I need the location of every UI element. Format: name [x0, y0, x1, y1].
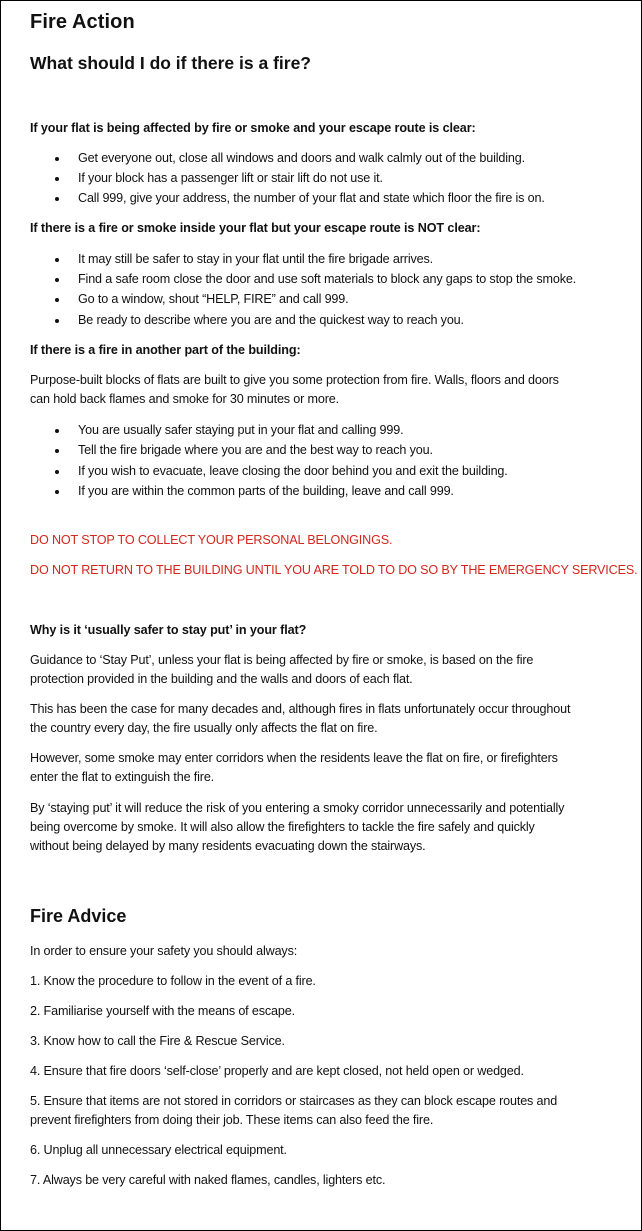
fire-advice-heading: Fire Advice: [30, 906, 127, 926]
advice-item-continued: prevent firefighters from doing their job. These items can also feed the fire.: [30, 1113, 434, 1127]
advice-item: 1. Know the procedure to follow in the event of a fire.: [30, 974, 316, 988]
bullet-item: Tell the fire brigade where you are and the best way to reach you.: [78, 443, 433, 457]
bullet-item: Be ready to describe where you are and the quickest way to reach you.: [78, 313, 464, 327]
paragraph-line: the country every day, the fire usually only affects the flat on fire.: [30, 721, 378, 735]
warning-text: DO NOT STOP TO COLLECT YOUR PERSONAL BELONGINGS.: [30, 533, 393, 547]
advice-item: 7. Always be very careful with naked flames, candles, lighters etc.: [30, 1173, 386, 1187]
bullet-item: You are usually safer staying put in your flat and calling 999.: [78, 423, 404, 437]
section-heading-other-part: If there is a fire in another part of the building:: [30, 343, 301, 357]
section-heading-why-stay-put: Why is it ‘usually safer to stay put’ in your flat?: [30, 623, 307, 637]
advice-item: 4. Ensure that fire doors ‘self-close’ properly and are kept closed, not held open or wedged.: [30, 1064, 524, 1078]
paragraph-line: enter the flat to extinguish the fire.: [30, 770, 215, 784]
advice-item: 6. Unplug all unnecessary electrical equipment.: [30, 1143, 287, 1157]
paragraph-line: However, some smoke may enter corridors when the residents leave the flat on fire, or firefighters: [30, 751, 558, 765]
heading-text: clear:: [444, 221, 481, 235]
page-title: Fire Action: [30, 11, 135, 33]
section-heading-escape-not-clear: [30, 221, 480, 235]
bullet-item: If you are within the common parts of the building, leave and call 999.: [78, 484, 454, 498]
bullet-item: It may still be safer to stay in your flat until the fire brigade arrives.: [78, 252, 433, 266]
paragraph-line: This has been the case for many decades and, although fires in flats unfortunately occur throughout: [30, 702, 571, 716]
advice-item: 3. Know how to call the Fire & Rescue Service.: [30, 1034, 285, 1048]
paragraph-line: protection provided in the building and the walls and doors of each flat.: [30, 672, 413, 686]
paragraph-line: Purpose-built blocks of flats are built to give you some protection from fire. Walls, floors and doors: [30, 373, 559, 387]
advice-item: 2. Familiarise yourself with the means of escape.: [30, 1004, 295, 1018]
paragraph-line: By ‘staying put’ it will reduce the risk of you entering a smoky corridor unnecessarily and potentially: [30, 801, 565, 815]
bullet-item: Go to a window, shout “HELP, FIRE” and call 999.: [78, 292, 349, 306]
bullet-item: Get everyone out, close all windows and doors and walk calmly out of the building.: [78, 151, 525, 165]
bullet-item: Call 999, give your address, the number of your flat and state which floor the fire is on.: [78, 191, 545, 205]
paragraph-line: can hold back flames and smoke for 30 minutes or more.: [30, 392, 339, 406]
paragraph-line: without being delayed by many residents evacuating down the stairways.: [30, 839, 426, 853]
paragraph-line: being overcome by smoke. It will also allow the firefighters to tackle the fire safely and quickly: [30, 820, 535, 834]
advice-intro: In order to ensure your safety you should always:: [30, 944, 298, 958]
page-heading: What should I do if there is a fire?: [30, 53, 311, 73]
warning-text: DO NOT RETURN TO THE BUILDING UNTIL YOU ARE TOLD TO DO SO BY THE EMERGENCY SERVICES.: [30, 563, 638, 577]
paragraph-line: Guidance to ‘Stay Put’, unless your flat is being affected by fire or smoke, is based on the fire: [30, 653, 534, 667]
bullet-item: If your block has a passenger lift or stair lift do not use it.: [78, 171, 383, 185]
heading-text: If there is a fire or smoke inside your flat but your escape route is: [30, 221, 418, 235]
bullet-item: If you wish to evacuate, leave closing the door behind you and exit the building.: [78, 464, 508, 478]
heading-emphasis: NOT: [417, 221, 445, 235]
advice-item: 5. Ensure that items are not stored in corridors or staircases as they can block escape routes and: [30, 1094, 558, 1108]
section-heading-escape-clear: If your flat is being affected by fire or smoke and your escape route is clear:: [30, 121, 476, 135]
bullet-item: Find a safe room close the door and use soft materials to block any gaps to stop the smoke.: [78, 272, 577, 286]
